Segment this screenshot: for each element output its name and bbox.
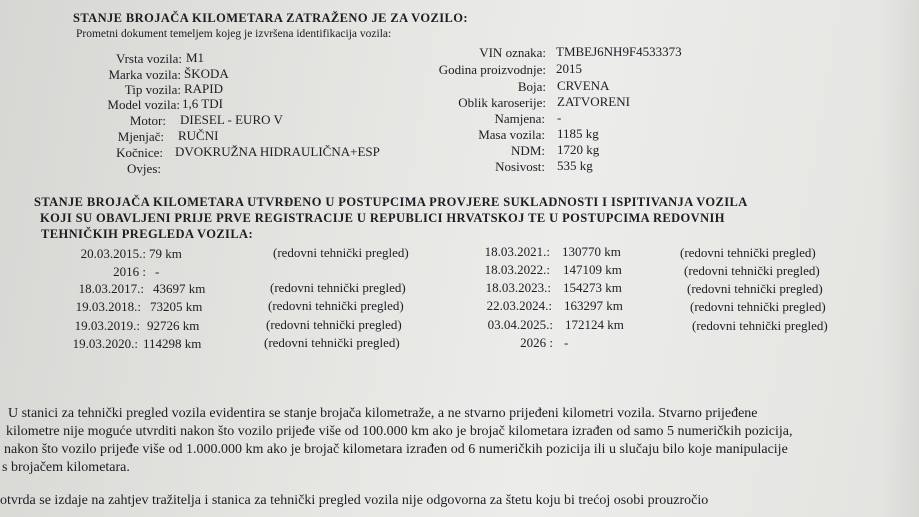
- record-km: -: [564, 335, 569, 350]
- label-vrsta: Vrsta vozila:: [115, 51, 182, 66]
- label-model: Model vozila:: [107, 97, 180, 112]
- disclaimer-line: kilometre nije moguće utvrditi nakon što vozilo prijeđe više od 100.000 km ako je brojač kilometara izrađen od samo 5 numeričkih pozicija,: [6, 424, 793, 439]
- record-date: 18.03.2017.:: [78, 281, 144, 296]
- record-date: 18.03.2021.:: [484, 244, 550, 259]
- label-mjenjac: Mjenjač:: [117, 129, 164, 144]
- record-type: (redovni tehnički pregled): [268, 298, 404, 313]
- record-type: (redovni tehnički pregled): [690, 299, 826, 314]
- label-tip: Tip vozila:: [124, 82, 181, 97]
- record-type: (redovni tehnički pregled): [266, 317, 402, 332]
- label-marka: Marka vozila:: [108, 67, 181, 82]
- record-date: 18.03.2022.:: [484, 262, 550, 277]
- record-date: 2026 :: [520, 335, 553, 350]
- record-date: 2016 :: [113, 264, 146, 279]
- record-date: 22.03.2024.:: [486, 298, 552, 313]
- record-type: (redovni tehnički pregled): [684, 263, 820, 278]
- record-date: 19.03.2018.:: [75, 299, 141, 314]
- record-date: 18.03.2023.:: [485, 280, 551, 295]
- label-kocnice: Kočnice:: [116, 145, 163, 160]
- record-type: (redovni tehnički pregled): [687, 281, 823, 296]
- disclaimer-line: s brojačem kilometara.: [2, 460, 130, 475]
- value-namjena: -: [557, 110, 562, 125]
- label-nosivost: Nosivost:: [495, 159, 545, 174]
- record-km: 154273 km: [563, 280, 622, 295]
- record-km: -: [155, 264, 160, 279]
- record-km: 79 km: [149, 246, 182, 261]
- record-date: 19.03.2019.:: [74, 318, 140, 333]
- record-km: 130770 km: [562, 244, 621, 259]
- record-date: 20.03.2015.:: [80, 246, 146, 261]
- value-kocnice: DVOKRUŽNA HIDRAULIČNA+ESP: [175, 144, 380, 159]
- value-ndm: 1720 kg: [557, 142, 600, 157]
- value-nosivost: 535 kg: [557, 158, 593, 173]
- subheading-identification: Prometni dokument temeljem kojeg je izvršena identifikacija vozila:: [76, 28, 392, 40]
- record-km: 73205 km: [150, 299, 203, 314]
- heading-verified-line-3: TEHNIČKIH PREGLEDA VOZILA:: [41, 227, 254, 241]
- record-type: (redovni tehnički pregled): [273, 245, 409, 260]
- disclaimer-line: U stanici za tehnički pregled vozila evidentira se stanje brojača kilometraže, a ne stvarno prijeđeni kilometri vozila. Stvarno prijeđene: [8, 406, 758, 421]
- record-type: (redovni tehnički pregled): [692, 318, 828, 333]
- footer-line: otvrda se izdaje na zahtjev tražitelja i stanica za tehnički pregled vozila nije odgovorna za štetu koju bi trećoj osobi prouzročio: [0, 493, 709, 508]
- value-model: 1,6 TDI: [182, 96, 223, 111]
- record-km: 163297 km: [564, 298, 623, 313]
- record-km: 92726 km: [147, 318, 200, 333]
- value-vin: TMBEJ6NH9F4533373: [556, 44, 682, 59]
- record-km: 43697 km: [153, 281, 206, 296]
- value-tip: RAPID: [184, 81, 224, 96]
- label-namjena: Namjena:: [494, 111, 545, 126]
- record-type: (redovni tehnički pregled): [680, 245, 816, 260]
- value-motor: DIESEL - EURO V: [180, 112, 283, 127]
- value-mjenjac: RUČNI: [178, 128, 219, 143]
- record-type: (redovni tehnički pregled): [270, 280, 406, 295]
- label-motor: Motor:: [129, 113, 166, 128]
- disclaimer-line: nakon što vozilo prijeđe više od 1.000.000 km ako je brojač kilometara izrađen od 6 numeričkih pozicija ili u slučaju bilo koje manipulacije: [4, 442, 788, 457]
- record-km: 147109 km: [563, 262, 622, 277]
- heading-requested: STANJE BROJAČA KILOMETARA ZATRAŽENO JE ZA VOZILO:: [73, 11, 468, 25]
- value-godina: 2015: [556, 61, 582, 76]
- label-masa: Masa vozila:: [478, 127, 545, 142]
- page-edge-shadow: [879, 0, 919, 517]
- value-marka: ŠKODA: [184, 66, 229, 81]
- record-type: (redovni tehnički pregled): [264, 335, 400, 350]
- record-km: 172124 km: [565, 317, 624, 332]
- label-godina: Godina proizvodnje:: [438, 62, 546, 77]
- value-vrsta: M1: [186, 50, 205, 65]
- label-oblik: Oblik karoserije:: [458, 95, 546, 110]
- record-date: 19.03.2020.:: [72, 336, 138, 351]
- heading-verified-line-1: STANJE BROJAČA KILOMETARA UTVRĐENO U POSTUPCIMA PROVJERE SUKLADNOSTI I ISPITIVANJA VOZILA: [34, 195, 748, 209]
- record-km: 114298 km: [143, 336, 202, 351]
- value-boja: CRVENA: [557, 78, 610, 93]
- heading-verified-line-2: KOJI SU OBAVLJENI PRIJE PRVE REGISTRACIJE U REPUBLICI HRVATSKOJ TE U POSTUPCIMA REDOVNIH: [40, 211, 725, 225]
- label-boja: Boja:: [517, 79, 546, 94]
- value-masa: 1185 kg: [557, 126, 599, 141]
- label-ndm: NDM:: [511, 143, 545, 158]
- label-vin: VIN oznaka:: [479, 45, 546, 60]
- record-date: 03.04.2025.:: [487, 317, 553, 332]
- value-oblik: ZATVORENI: [557, 94, 630, 109]
- label-ovjes: Ovjes:: [127, 161, 161, 176]
